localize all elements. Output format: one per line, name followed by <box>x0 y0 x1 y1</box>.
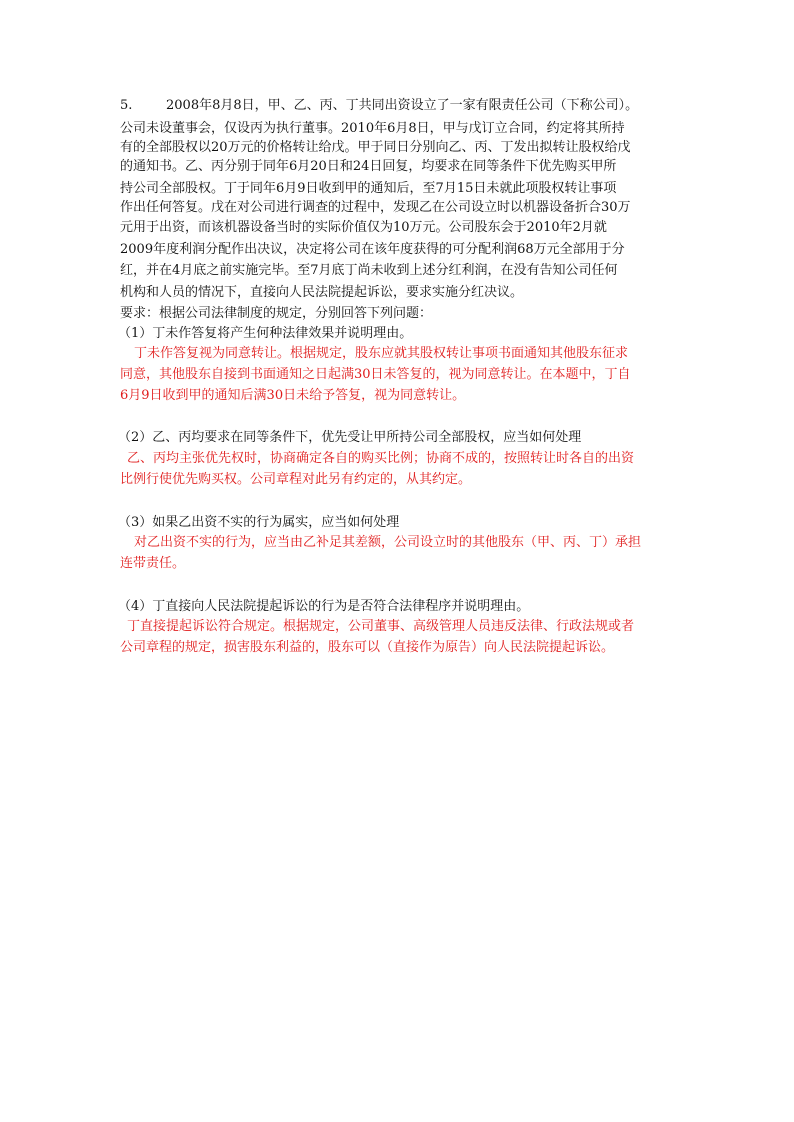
question-line-7: 元用于出资，而该机器设备当时的实际价值仅为10万元。公司股东会于2010年2月就 <box>120 220 607 235</box>
question-line-10: 机构和人员的情况下，直接向人民法院提起诉讼，要求实施分红决议。 <box>120 285 524 300</box>
question-number: 5. <box>120 98 133 113</box>
question-line-8: 2009年度利润分配作出决议，决定将公司在该年度获得的可分配利润68万元全部用于分 <box>120 242 625 257</box>
answer-2-line-2: 比例行使优先购买权。公司章程对此另有约定的，从其约定。 <box>120 472 472 487</box>
answer-2-line-1: 乙、丙均主张优先权时，协商确定各自的购买比例；协商不成的，按照转让时各自的出资 <box>127 451 635 466</box>
answer-4-line-2: 公司章程的规定，损害股东利益的，股东可以（直接作为原告）向人民法院提起诉讼。 <box>120 640 615 655</box>
sub-question-2: （2）乙、丙均要求在同等条件下，优先受让甲所持公司全部股权，应当如何处理 <box>118 430 582 445</box>
answer-3-line-1: 对乙出资不实的行为，应当由乙补足其差额，公司设立时的其他股东（甲、丙、丁）承担 <box>134 535 642 550</box>
sub-question-4: （4）丁直接向人民法院提起诉讼的行为是否符合法律程序并说明理由。 <box>118 599 530 614</box>
answer-1-line-3: 6月9日收到甲的通知后满30日未给予答复，视为同意转让。 <box>120 388 466 403</box>
question-line-2: 公司未设董事会，仅设丙为执行董事。2010年6月8日，甲与戊订立合同，约定将其所持 <box>120 121 625 136</box>
requirement-line: 要求：根据公司法律制度的规定，分别回答下列问题： <box>120 306 433 321</box>
sub-question-3: （3）如果乙出资不实的行为属实，应当如何处理 <box>118 515 400 530</box>
question-line-4: 的通知书。乙、丙分别于同年6月20日和24日回复，均要求在同等条件下优先购买甲所 <box>120 159 617 174</box>
sub-question-1: （1）丁未作答复将产生何种法律效果并说明理由。 <box>118 326 413 341</box>
answer-1-line-2: 同意，其他股东自接到书面通知之日起满30日未答复的，视为同意转让。在本题中，丁自 <box>120 367 631 382</box>
question-line-3: 有的全部股权以20万元的价格转让给戊。甲于同日分别向乙、丙、丁发出拟转让股权给戊 <box>120 140 631 155</box>
answer-3-line-2: 连带责任。 <box>120 556 186 571</box>
question-line-9: 红，并在4月底之前实施完毕。至7月底丁尚未收到上述分红利润，在没有告知公司任何 <box>120 263 618 278</box>
answer-4-line-1: 丁直接提起诉讼符合规定。根据规定，公司董事、高级管理人员违反法律、行政法规或者 <box>127 619 635 634</box>
question-line-1 <box>120 96 638 115</box>
question-text: 2008年8月8日，甲、乙、丙、丁共同出资设立了一家有限责任公司（下称公司）。 <box>166 98 639 113</box>
question-line-5: 持公司全部股权。丁于同年6月9日收到甲的通知后，至7月15日未就此项股权转让事项 <box>120 181 617 196</box>
question-line-6: 作出任何答复。戊在对公司进行调查的过程中，发现乙在公司设立时以机器设备折合30万 <box>120 200 631 215</box>
answer-1-line-1: 丁未作答复视为同意转让。根据规定，股东应就其股权转让事项书面通知其他股东征求 <box>134 346 629 361</box>
